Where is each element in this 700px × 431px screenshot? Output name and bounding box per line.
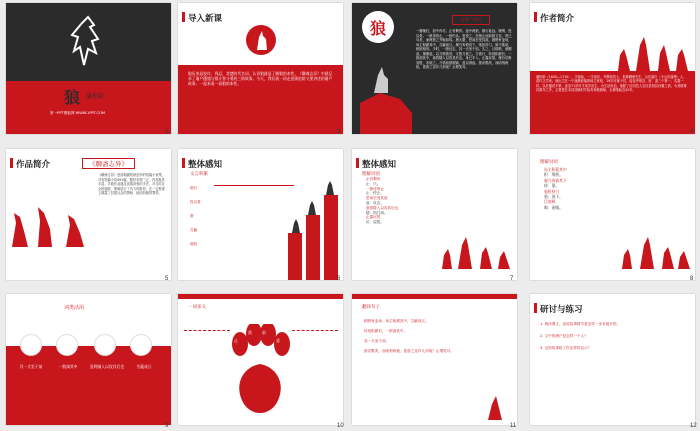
- slide3-body: 一屠晚归，担中肉尽，止有剩骨。途中两狼，缀行甚远。屠惧，投以骨。一狼得骨止，一狼仍从。复投之，后狼止而前狼又至。骨已尽矣，而两狼之并驱如故。屠大窘，恐前后受其敌。顾野有麦场，场主积薪其中，苫蔽成丘。屠乃奔倚其下，弛担持刀。狼不敢前，眈眈相向。少时，一狼径去，其一犬坐于前。久之，目似瞑，意暇甚。屠暴起，以刀劈狼首，又数刀毙之。方欲行，转视积薪后，一狼洞其中，意将隧入以攻其后也。身已半入，止露尻尾。屠自后断其股，亦毙之。乃悟前狼假寐，盖以诱敌。狼亦黠矣，而顷刻两毙，禽兽之变诈几何哉？止增笑耳。: [416, 29, 512, 69]
- slide-number: 1: [165, 129, 169, 135]
- wolf-badge: [246, 25, 276, 55]
- vocab-item: 缀行: [190, 186, 198, 190]
- slide9-title: 词类活用: [64, 305, 85, 311]
- red-footer: [6, 81, 171, 134]
- wolf-steps-icon: [290, 177, 340, 233]
- usage-item: 苫蔽成丘: [136, 364, 152, 369]
- slide-thumb-1[interactable]: [6, 3, 171, 134]
- slide11-title: 翻译句子: [362, 305, 380, 310]
- slide7-title: 整体感知: [362, 160, 397, 170]
- top-band: [352, 294, 517, 299]
- content-band: [530, 71, 695, 134]
- wolf-on-rock-icon: [360, 53, 412, 134]
- slide8-sub: 理解词语: [540, 160, 558, 165]
- wolf-icon: [484, 390, 512, 420]
- step-bar: [288, 233, 302, 280]
- slide-thumb-4[interactable]: [530, 3, 695, 134]
- title-bar: [356, 158, 359, 168]
- wolf-face-icon: [20, 334, 42, 356]
- title-bar: [534, 12, 537, 22]
- sentence-item: 狼亦黠矣，而顷刻两毙，禽兽之变诈几何哉？止增笑耳。: [364, 349, 454, 353]
- exercise-item: 3. 这则故事给了你怎样的启示？: [540, 346, 592, 350]
- slide-thumb-5[interactable]: [6, 149, 171, 280]
- slide3-label: 作者一词语: [452, 15, 490, 25]
- three-wolves-icon: [10, 191, 94, 247]
- wolf-face-icon: [56, 334, 78, 356]
- usage-item: 其一犬坐于前: [19, 364, 43, 369]
- sentence-item: 其一犬坐于前。: [364, 339, 390, 343]
- slide6-title: 整体感知: [188, 160, 223, 170]
- polysemy-word: 敌: [248, 330, 252, 335]
- sentence-item: 顾野有麦场，场主积薪其中，苫蔽成丘。: [364, 319, 429, 323]
- wolf-howl-icon: [64, 13, 112, 69]
- slide12-title: 研讨与练习: [540, 305, 583, 315]
- exercise-list: [540, 318, 690, 354]
- slide-thumb-6[interactable]: [178, 149, 343, 280]
- slide-number: 3: [510, 129, 514, 135]
- title-bar: [534, 303, 537, 313]
- top-band: [178, 294, 343, 299]
- slide5-body: 《聊斋志异》是清朝蒲松龄创作的短篇小说集，共有短篇小说491篇。题材非常广泛，内容极其丰富。多数作品通过谈狐说鬼的手法，对当时社会的腐败、黑暗进行了有力的批判，在一定程度上揭露了封建社会的黑暗、统治阶级的罪恶。: [98, 173, 165, 196]
- title-bar: [10, 158, 13, 168]
- title-bar: [182, 158, 185, 168]
- vocab-item: 投以骨: [190, 200, 201, 204]
- slide-number: 8: [690, 276, 694, 282]
- slide10-title: 一词多义: [188, 305, 206, 310]
- wolf-pack-icon: [440, 221, 516, 269]
- word-list: 止有剩骨 止：只。 一狼得骨止 止：停止。 恐前后受其敌 敌：攻击。 意将隧入以攻其后也 隧：指打洞。 止露尻尾 尻：屁股。: [366, 177, 399, 225]
- slide2-title: 导入新课: [188, 14, 223, 24]
- sentence-item: 转视积薪后，一狼洞其中。: [364, 329, 408, 333]
- slide-number: 5: [165, 276, 169, 282]
- usage-item: 意将隧入以攻其后也: [89, 364, 125, 369]
- slide1-title: 狼: [64, 88, 81, 107]
- slide1-subtitle: 蒲松龄: [86, 93, 105, 100]
- slide-number: 9: [165, 423, 169, 429]
- slide-number: 12: [690, 423, 697, 429]
- exercise-item: 2. 文中的屠户是怎样一个人？: [540, 334, 588, 338]
- title-bar: [182, 12, 185, 22]
- wolf-face-icon: [94, 334, 116, 356]
- slide2-body: 狼历来是狡诈、残忍、贪婪的代名词，认识狼就是了解狼的本性。《聊斋志异》中就记录了屠户遭遇与狼斗智斗勇的三则故事。今天，我们就一同走进蒲松龄又要讲述的屠户故事，一起来看一看狼的本性。: [188, 71, 333, 87]
- work-tag: 《聊斋志异》: [82, 158, 135, 169]
- slide-number: 10: [337, 423, 344, 429]
- slide-thumb-3[interactable]: [352, 3, 517, 134]
- slide-number: 4: [690, 129, 694, 135]
- paw-print-icon: [230, 324, 290, 420]
- wolf-silhouette-icon: [246, 25, 276, 55]
- polysemy-word: 止: [234, 338, 238, 343]
- slide-number: 2: [337, 129, 341, 135]
- slide3-title: 狼: [370, 19, 387, 38]
- slide-thumb-7[interactable]: [352, 149, 517, 280]
- polysemy-word: 意: [276, 338, 280, 343]
- vocab-item: 眈眈: [190, 242, 198, 246]
- content-band: [178, 65, 343, 134]
- content-band: [6, 346, 171, 425]
- vocab-item: 窘: [190, 214, 194, 218]
- word-list: 场主积薪其中 积：堆积。 屠乃奔倚其下 倚：靠。 弛担持刀 弛：放下。 目似瞑 瞑：闭眼。: [544, 167, 567, 210]
- slide-thumb-12[interactable]: [530, 294, 695, 425]
- slide-number: 11: [510, 423, 517, 429]
- exercise-item: 1. 朗读课文，说说故事情节是怎样一步步展开的。: [540, 322, 621, 326]
- slide6-sub: 文言积累: [190, 172, 208, 177]
- wolf-face-icon: [130, 334, 152, 356]
- polysemy-word: 前: [262, 330, 266, 335]
- slide7-sub: 理解词语: [362, 172, 380, 177]
- slide1-footer: 第一PPT模板网 WWW.1PPT.COM: [50, 111, 105, 115]
- slide4-body: 蒲松龄（1640—1715），字留仙，一字剑臣，号柳泉居士，世称聊斋先生，山东淄川（今山东淄博）人，清代文学家。他出生在一个逐渐败落的地主家庭，19岁应童子试，接连考取县、府、道三个第一，名震一时。以后屡试不第，直至71岁时才成岁贡生。为生活所迫，他除了应同邑人宝应县知县孙蕙之请，为其做幕宾数年之外，主要是在本县西铺村毕际有家做塾师，舌耕笔耘近42年。: [536, 75, 687, 92]
- sentence-list: [364, 316, 508, 356]
- slide-thumb-10[interactable]: [178, 294, 343, 425]
- slide-thumb-9[interactable]: [6, 294, 171, 425]
- slide-thumb-11[interactable]: [352, 294, 517, 425]
- usage-item: 一狼洞其中: [58, 364, 78, 369]
- slide-number: 6: [337, 276, 341, 282]
- wolf-pack-icon: [614, 25, 694, 71]
- vocab-list: [190, 181, 201, 251]
- slide-thumb-2[interactable]: [178, 3, 343, 134]
- slide5-title: 作品简介: [16, 160, 51, 170]
- slide-thumb-8[interactable]: [530, 149, 695, 280]
- slide4-title: 作者简介: [540, 14, 575, 24]
- vocab-item: 苫蔽: [190, 228, 198, 232]
- slide-number: 7: [510, 276, 514, 282]
- wolf-pack-icon: [620, 221, 694, 269]
